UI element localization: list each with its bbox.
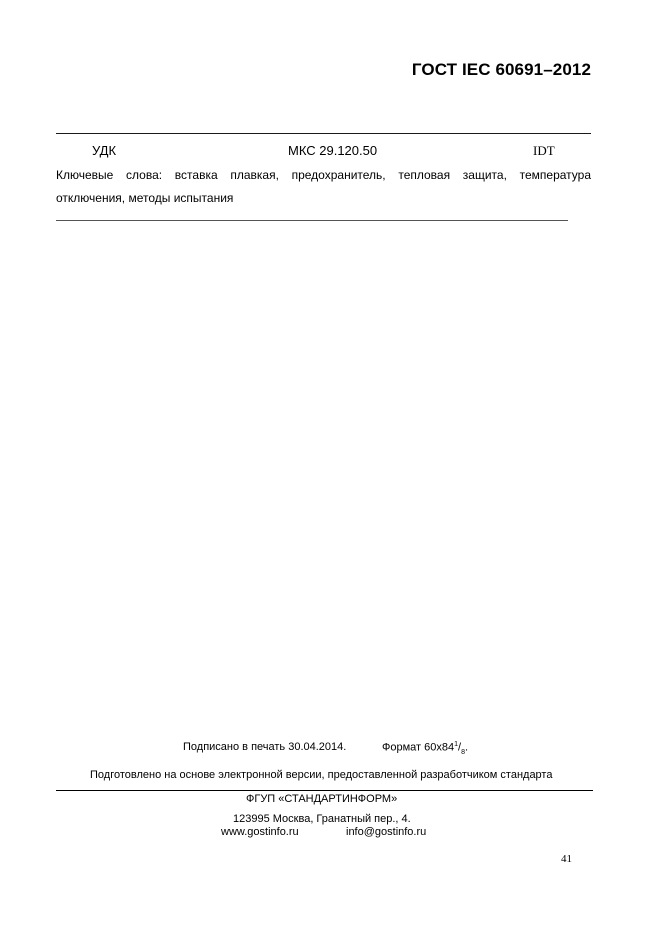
paper-format-suffix: . <box>464 741 469 754</box>
idt-label: IDT <box>533 143 555 158</box>
top-divider <box>56 133 591 134</box>
standard-code: ГОСТ IEC 60691–2012 <box>411 60 591 79</box>
udk-label: УДК <box>92 143 117 158</box>
mks-label: МКС 29.120.50 <box>288 143 378 158</box>
page-number: 41 <box>561 853 572 865</box>
footer-divider <box>56 790 593 791</box>
publisher-address: 123995 Москва, Гранатный пер., 4. <box>233 813 411 825</box>
paper-format-numerator: 1 <box>454 741 459 748</box>
publisher-email: info@gostinfo.ru <box>346 826 427 838</box>
paper-format-denominator: 8 <box>461 748 465 756</box>
keywords-text: Ключевые слова: вставка плавкая, предохранитель, тепловая защита, температура отключения, методы испытания <box>56 168 591 205</box>
paper-format: Формат $60x84^1/_8$. <box>382 741 469 756</box>
prepared-note: Подготовлено на основе электронной версии, предоставленной разработчиком стандарта <box>90 769 553 781</box>
publisher-name: ФГУП «СТАНДАРТИНФОРМ» <box>246 793 398 805</box>
publisher-website: www.gostinfo.ru <box>221 826 299 838</box>
paper-format-prefix: Формат 60x84 <box>382 741 455 754</box>
signed-date: Подписано в печать 30.04.2014. <box>183 741 347 753</box>
keywords-divider <box>56 220 568 221</box>
